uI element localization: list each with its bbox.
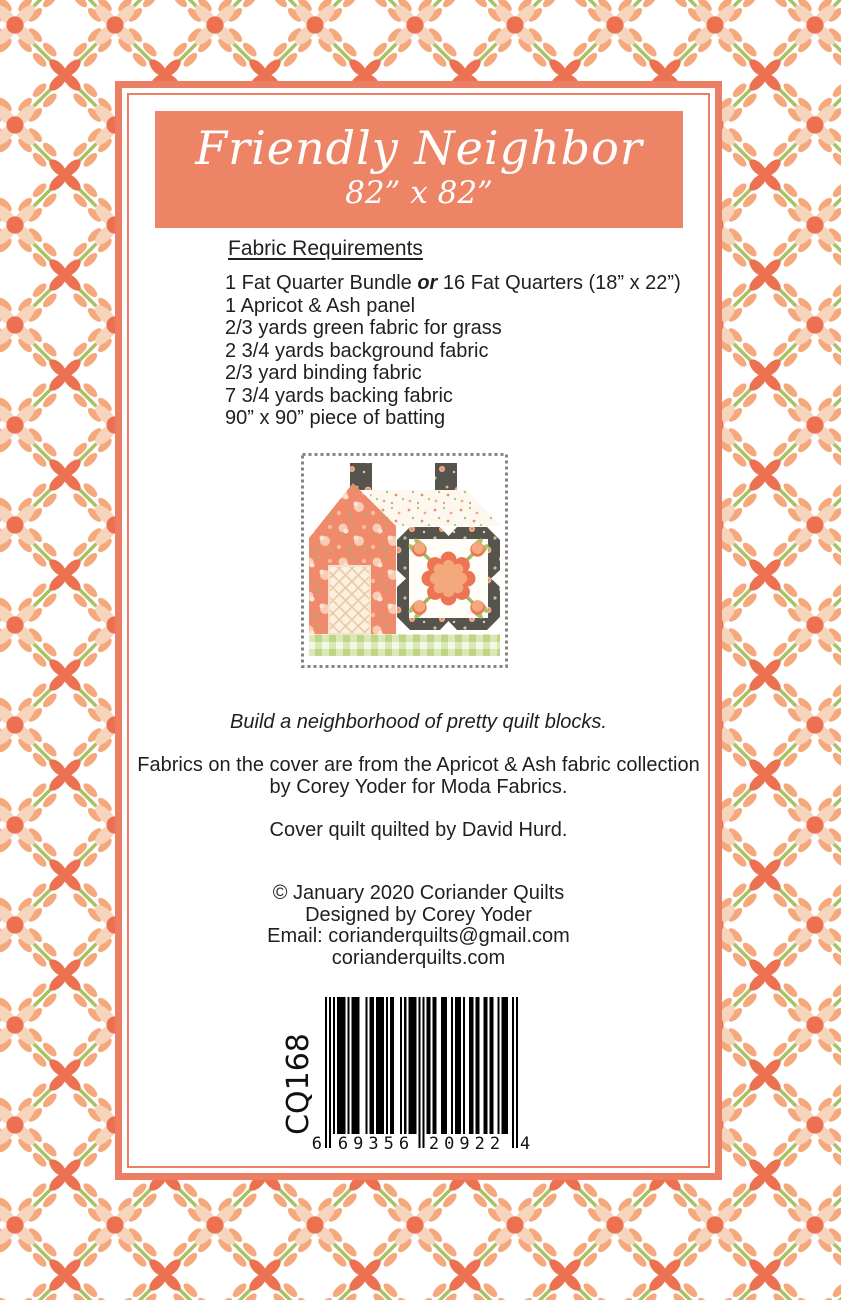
publisher-info: [129, 883, 708, 969]
fabric-requirement-item: 2 3/4 yards background fabric: [225, 339, 489, 362]
item-emphasis: or: [417, 272, 438, 294]
quilt-block-image: [301, 453, 508, 668]
fabric-credit: [129, 754, 708, 798]
fabric-requirement-item: 90” x 90” piece of batting: [225, 407, 446, 429]
fabric-credit-line1: Fabrics on the cover are from the Apricot & Ash fabric collection: [137, 754, 700, 776]
item-text: 1 Fat Quarter Bundle: [225, 272, 418, 294]
fabric-requirement-item: 7 3/4 yards backing fabric: [225, 384, 453, 407]
barcode-digit-right: 20922: [428, 1134, 506, 1154]
email-line: Email: corianderquilts@gmail.com: [267, 925, 570, 947]
barcode-digit-left: 69356: [337, 1134, 415, 1154]
fabric-credit-line2: by Corey Yoder for Moda Fabrics.: [269, 776, 568, 798]
quilter-credit: Cover quilt quilted by David Hurd.: [269, 819, 568, 841]
barcode-digit-lead: 6: [311, 1134, 322, 1154]
tagline: Build a neighborhood of pretty quilt blocks.: [230, 711, 607, 733]
fabric-requirement-item: [225, 272, 681, 295]
fabric-requirements-heading: Fabric Requirements: [228, 237, 423, 260]
barcode-digit-trail: 4: [520, 1134, 531, 1154]
website-line: corianderquilts.com: [331, 946, 506, 969]
title-banner: [155, 111, 683, 228]
fabric-requirement-item: 1 Apricot & Ash panel: [225, 294, 416, 317]
panel-inner-frame: [127, 93, 710, 1168]
fabric-requirement-item: 2/3 yards green fabric for grass: [225, 317, 502, 339]
main-panel: [115, 81, 722, 1180]
item-text: 16 Fat Quarters (18” x 22”): [437, 272, 681, 294]
copyright-line: © January 2020 Coriander Quilts: [272, 882, 565, 904]
fabric-requirement-item: 2/3 yard binding fabric: [225, 362, 422, 384]
barcode: [280, 997, 560, 1162]
pattern-title: Friendly Neighbor: [195, 121, 643, 175]
barcode-bars: [325, 997, 518, 1148]
designer-line: Designed by Corey Yoder: [305, 903, 532, 926]
pattern-size: 82” x 82”: [345, 174, 493, 211]
barcode-sku: CQ168: [281, 1033, 316, 1135]
fabric-requirements-list: [225, 272, 681, 430]
